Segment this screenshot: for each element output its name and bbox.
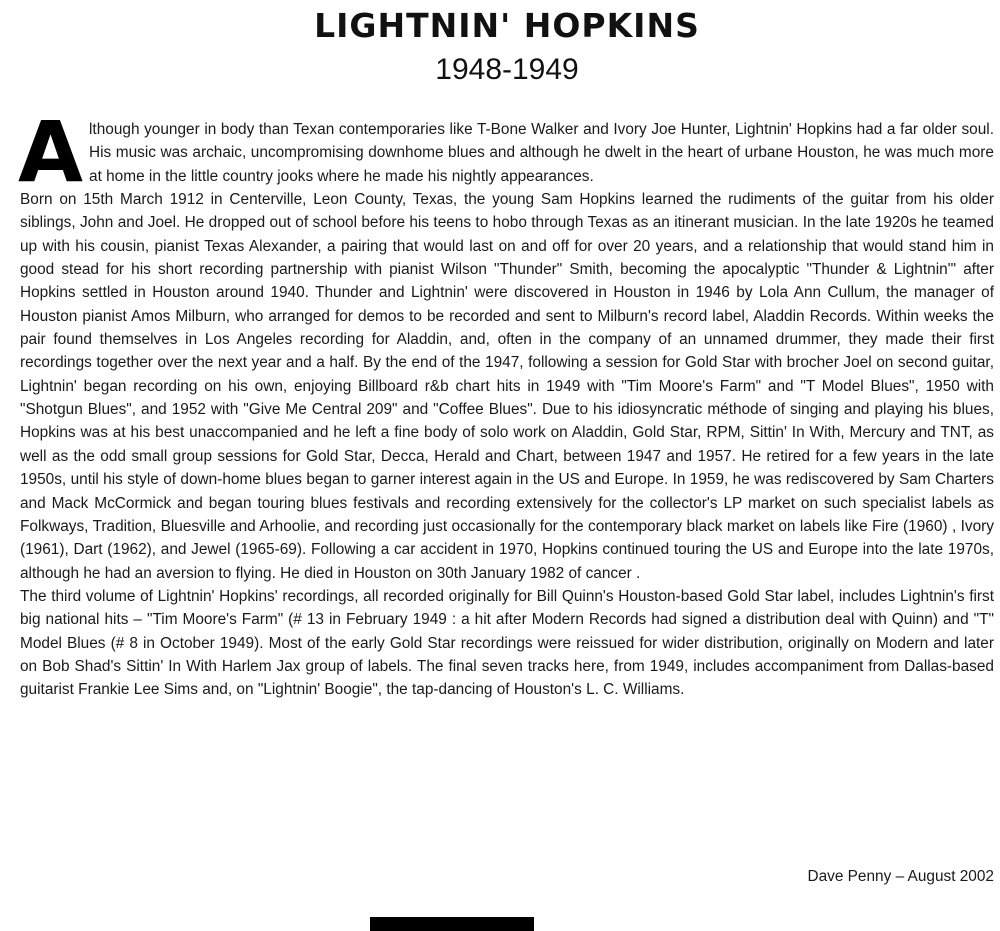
paragraph-intro xyxy=(18,103,994,201)
paragraph-intro-text: lthough younger in body than Texan contemporaries like T-Bone Walker and Ivory Joe Hunter, Lightnin' Hopkins had a far older soul. His music was archaic, uncompromising downhome blues and although he dwelt in the heart of urbane Houston, he was much more at home in the little country jooks where he made his nightly appearances. xyxy=(89,121,994,185)
article-body xyxy=(18,103,994,702)
liner-notes-page xyxy=(20,0,994,931)
bottom-divider-bar xyxy=(370,917,534,931)
drop-cap: A xyxy=(18,103,84,201)
page-title: LIGHTNIN' HOPKINS xyxy=(314,6,700,45)
paragraph-biography: Born on 15th March 1912 in Centerville, Leon County, Texas, the young Sam Hopkins learned the rudiments of the guitar from his older siblings, John and Joel. He dropped out of school before his teens to hobo through Texas as an itinerant musician. In the late 1920s he teamed up with his cousin, pianist Texas Alexander, a pairing that would last on and off for over 20 years, and a relationship that would stand him in good stead for his short recording partnership with pianist Wilson "Thunder" Smith, becoming the apocalyptic "Thunder & Lightnin'" after Hopkins settled in Houston around 1940. Thunder and Lightnin' were discovered in Houston in 1946 by Lola Ann Cullum, the manager of Houston pianist Amos Milburn, who arranged for demos to be recorded and sent to Milburn's record label, Aladdin Records. Within weeks the pair found themselves in Los Angeles recording for Aladdin, and, often in the company of an unnamed drummer, they made their first recordings together over the next year and a half. By the end of the 1947, following a session for Gold Star with brocher Joel on second guitar, Lightnin' began recording on his own, enjoying Billboard r&b chart hits in 1949 with "Tim Moore's Farm" and "T Model Blues", 1950 with "Shotgun Blues", and 1952 with "Give Me Central 209" and "Coffee Blues". Due to his idiosyncratic méthode of singing and playing his blues, Hopkins was at his best unaccompanied and he left a fine body of solo work on Aladdin, Gold Star, RPM, Sittin' In With, Mercury and TNT, as well as the odd small group sessions for Gold Star, Decca, Herald and Chart, between 1947 and 1957. He retired for a few years in the late 1950s, until his style of down-home blues began to garner interest again in the US and Europe. In 1959, he was rediscovered by Sam Charters and Mack McCormick and began touring blues festivals and recording extensively for the collector's LP market on such specialist labels as Folkways, Tradition, Bluesville and Arhoolie, and recording just occasionally for the contemporary black market on labels like Fire (1960) , Ivory (1961), Dart (1962), and Jewel (1965-69). Following a car accident in 1970, Hopkins continued touring the US and Europe into the late 1970s, although he had an aversion to flying. He died in Houston on 30th January 1982 of cancer . xyxy=(20,191,994,582)
author-signature: Dave Penny – August 2002 xyxy=(807,868,994,885)
paragraph-volume-notes: The third volume of Lightnin' Hopkins' recordings, all recorded originally for Bill Quinn's Houston-based Gold Star label, includes Lightnin's first big national hits – "Tim Moore's Farm" (# 13 in February 1949 : a hit after Modern Records had signed a distribution deal with Quinn) and "T" Model Blues (# 8 in October 1949). Most of the early Gold Star recordings were reissued for wider distribution, originally on Modern and later on Bob Shad's Sittin' In With Harlem Jax group of labels. The final seven tracks here, from 1949, includes accompaniment from Dallas-based guitarist Frankie Lee Sims and, on "Lightnin' Boogie", the tap-dancing of Houston's L. C. Williams. xyxy=(20,587,994,699)
page-subtitle: 1948-1949 xyxy=(435,53,579,86)
